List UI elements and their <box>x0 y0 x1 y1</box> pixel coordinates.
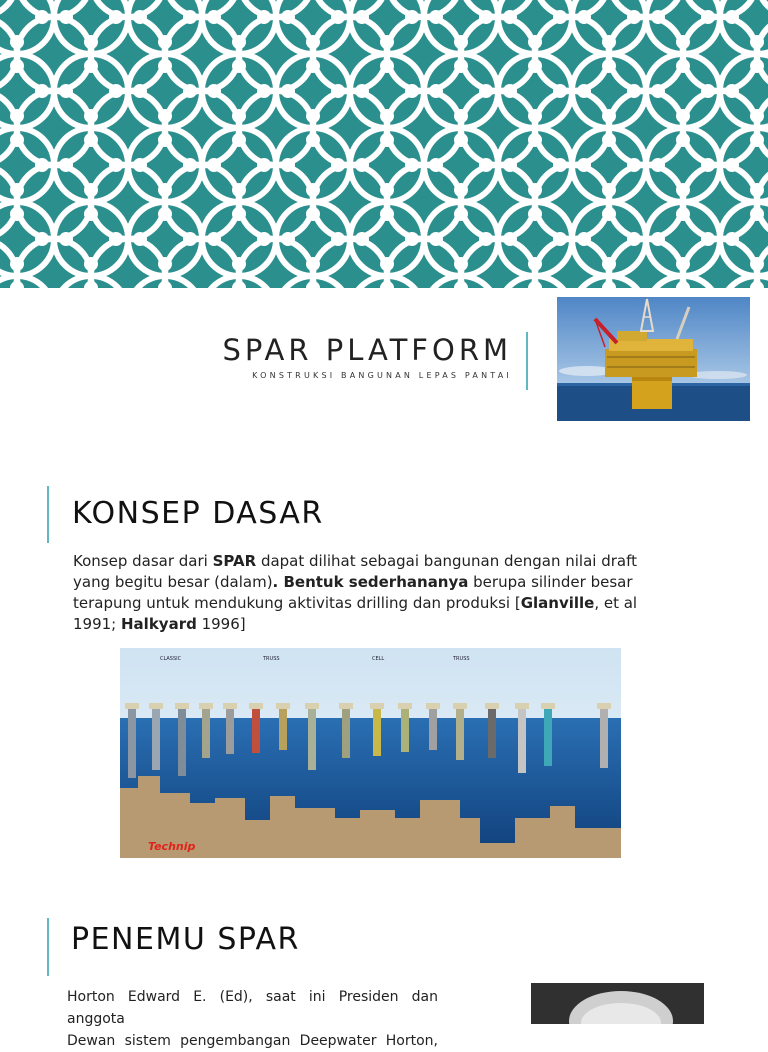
diagram-label-truss: TRUSS <box>263 656 280 662</box>
para-bold-glanville: Glanville <box>520 594 595 612</box>
para-text: dapat dilihat sebagai bangunan dengan nilai draft yang begitu besar (dalam) <box>73 552 638 591</box>
para-text: 1996] <box>196 615 246 633</box>
section-heading-penemu-spar: PENEMU SPAR <box>71 922 300 957</box>
diagram-label-cell: CELL <box>372 656 385 662</box>
section-heading-konsep-dasar: KONSEP DASAR <box>72 496 324 531</box>
decorative-pattern-banner <box>0 0 768 288</box>
slide-subtitle: KONSTRUKSI BANGUNAN LEPAS PANTAI <box>252 371 512 380</box>
penemu-line-2: Dewan sistem pengembangan Deepwater Horton, <box>67 1033 438 1049</box>
penemu-line-1: Horton Edward E. (Ed), saat ini Presiden dan anggota <box>67 989 438 1027</box>
para-text: Konsep dasar dari <box>73 552 213 570</box>
section-accent-rule <box>47 918 49 976</box>
slide-title: SPAR PLATFORM <box>222 333 512 367</box>
spar-evolution-diagram <box>120 648 621 858</box>
konsep-paragraph <box>73 551 673 635</box>
diagram-label-classic: CLASSIC <box>160 656 182 662</box>
penemu-paragraph <box>67 986 438 1052</box>
spar-platform-photo <box>557 297 750 421</box>
para-bold-spar: SPAR <box>212 552 257 570</box>
diagram-label-truss-2: TRUSS <box>453 656 470 662</box>
para-bold-halkyard: Halkyard <box>121 615 197 633</box>
title-accent-rule <box>526 332 528 390</box>
slide-title-block <box>222 333 512 380</box>
para-bold: . Bentuk sederhananya <box>272 573 469 591</box>
inventor-portrait-photo <box>531 983 704 1024</box>
para-text: , et al 1991; <box>73 594 638 633</box>
section-accent-rule <box>47 486 49 543</box>
technip-logo: Technip <box>148 840 196 853</box>
para-text: berupa silinder besar terapung untuk mendukung aktivitas drilling dan produksi [ <box>73 573 633 612</box>
